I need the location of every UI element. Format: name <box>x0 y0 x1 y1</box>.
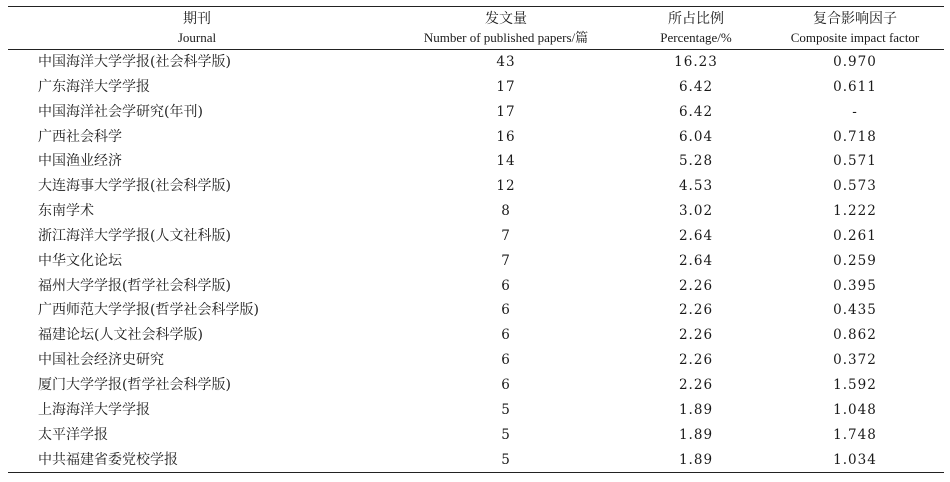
table-row <box>8 423 944 448</box>
journal-cell: 太平洋学报 <box>38 426 108 443</box>
table-row <box>8 199 944 224</box>
table-row <box>8 174 944 199</box>
percentage-cell: 2.26 <box>678 352 714 369</box>
journal-cell: 中国海洋大学学报(社会科学版) <box>38 54 231 70</box>
header-journal-en: Journal <box>177 30 217 45</box>
count-cell: 5 <box>501 426 511 443</box>
impact-cell: 0.573 <box>833 178 877 195</box>
percentage-cell: 2.26 <box>678 277 714 294</box>
table-row <box>8 298 944 323</box>
journal-cell: 中共福建省委党校学报 <box>8 448 386 473</box>
impact-cell: 0.611 <box>833 78 877 95</box>
table-row <box>8 50 944 75</box>
journal-cell: 广西社会科学 <box>38 128 122 145</box>
impact-cell: 0.970 <box>833 54 877 70</box>
impact-cell: 0.261 <box>833 227 877 244</box>
table-row <box>8 100 944 125</box>
count-cell: 6 <box>501 376 511 393</box>
percentage-cell: 2.26 <box>678 376 714 393</box>
count-cell: 7 <box>501 227 511 244</box>
table-row <box>8 224 944 249</box>
table-row <box>8 249 944 274</box>
impact-cell: 0.862 <box>833 327 877 344</box>
header-impact-en: Composite impact factor <box>790 30 920 45</box>
impact-cell: 1.034 <box>766 448 944 473</box>
header-count-en: Number of published papers/篇 <box>423 30 589 45</box>
count-cell: 7 <box>501 252 511 269</box>
table-header <box>8 7 944 50</box>
impact-cell: 1.592 <box>833 376 877 393</box>
count-cell: 12 <box>496 178 516 195</box>
journal-cell: 广东海洋大学学报 <box>38 78 150 95</box>
journal-cell: 浙江海洋大学学报(人文社科版) <box>38 227 231 244</box>
impact-cell: 0.435 <box>833 302 877 319</box>
journal-cell: 广西师范大学学报(哲学社会科学版) <box>38 302 259 319</box>
header-journal <box>8 7 386 50</box>
percentage-cell: 5.28 <box>678 153 714 170</box>
journal-table-container <box>8 6 944 473</box>
count-cell: 43 <box>496 54 516 70</box>
header-count-zh: 发文量 <box>485 11 527 27</box>
impact-cell: 1.222 <box>833 203 877 220</box>
journal-table <box>8 6 944 473</box>
percentage-cell: 2.64 <box>678 227 714 244</box>
table-row <box>8 398 944 423</box>
percentage-cell: 2.26 <box>678 302 714 319</box>
impact-cell: 0.372 <box>833 352 877 369</box>
percentage-cell: 3.02 <box>678 203 714 220</box>
count-cell: 17 <box>496 78 516 95</box>
count-cell: 6 <box>501 327 511 344</box>
count-cell: 6 <box>501 302 511 319</box>
journal-cell: 福州大学学报(哲学社会科学版) <box>38 277 231 294</box>
impact-cell: 1.748 <box>833 426 877 443</box>
table-row <box>8 373 944 398</box>
journal-cell: 中国海洋社会学研究(年刊) <box>38 103 203 120</box>
journal-cell: 中国社会经济史研究 <box>38 352 164 369</box>
count-cell: 17 <box>496 103 516 120</box>
impact-cell: 0.395 <box>833 277 877 294</box>
table-row <box>8 274 944 299</box>
impact-cell: 0.571 <box>833 153 877 170</box>
header-impact <box>766 7 944 50</box>
count-cell: 5 <box>386 448 626 473</box>
table-row <box>8 448 944 473</box>
table-row <box>8 75 944 100</box>
percentage-cell: 2.64 <box>678 252 714 269</box>
table-body <box>8 50 944 473</box>
count-cell: 16 <box>496 128 516 145</box>
journal-cell: 福建论坛(人文社会科学版) <box>38 327 203 344</box>
count-cell: 6 <box>501 352 511 369</box>
header-journal-zh: 期刊 <box>183 11 211 27</box>
count-cell: 6 <box>501 277 511 294</box>
header-percentage-zh: 所占比例 <box>668 11 724 27</box>
header-percentage-en: Percentage/% <box>660 30 732 45</box>
impact-cell: 0.259 <box>833 252 877 269</box>
percentage-cell: 4.53 <box>678 178 714 195</box>
impact-cell: - <box>852 103 858 120</box>
journal-cell: 中华文化论坛 <box>38 252 122 269</box>
header-impact-zh: 复合影响因子 <box>813 11 897 27</box>
header-count <box>386 7 626 50</box>
count-cell: 14 <box>496 153 516 170</box>
count-cell: 5 <box>501 401 511 418</box>
percentage-cell: 6.04 <box>678 128 714 145</box>
percentage-cell: 6.42 <box>678 103 714 120</box>
journal-cell: 厦门大学学报(哲学社会科学版) <box>38 376 231 393</box>
header-percentage <box>626 7 766 50</box>
percentage-cell: 16.23 <box>674 54 718 70</box>
table-row <box>8 125 944 150</box>
table-row <box>8 348 944 373</box>
impact-cell: 1.048 <box>833 401 877 418</box>
journal-cell: 上海海洋大学学报 <box>38 401 150 418</box>
journal-cell: 大连海事大学学报(社会科学版) <box>38 178 231 195</box>
percentage-cell: 1.89 <box>678 401 714 418</box>
table-row <box>8 323 944 348</box>
percentage-cell: 6.42 <box>678 78 714 95</box>
journal-cell: 东南学术 <box>38 203 94 220</box>
count-cell: 8 <box>501 203 511 220</box>
percentage-cell: 1.89 <box>626 448 766 473</box>
percentage-cell: 2.26 <box>678 327 714 344</box>
journal-cell: 中国渔业经济 <box>38 153 122 170</box>
impact-cell: 0.718 <box>833 128 877 145</box>
percentage-cell: 1.89 <box>678 426 714 443</box>
table-row <box>8 149 944 174</box>
